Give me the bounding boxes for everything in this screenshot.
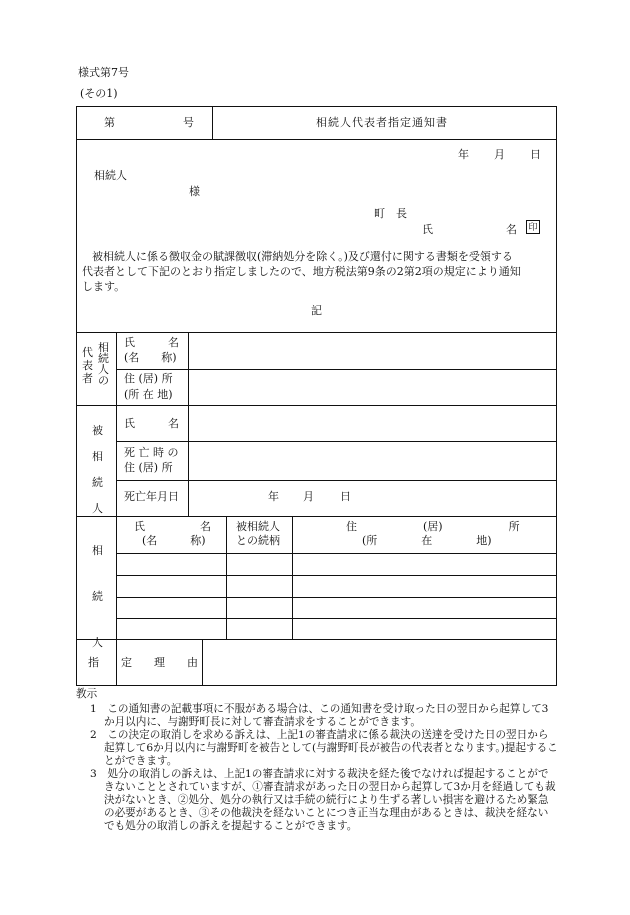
rule [116,553,557,554]
deceased-address-label-1: 死 亡 時 の [124,446,179,459]
body-line-3: します。 [82,280,126,293]
rule [202,639,203,685]
rule [116,597,557,598]
heirs-label: 相 続 人 [92,544,103,649]
form-subnumber: (その1) [80,87,118,100]
rule [76,405,557,406]
sender-title: 町 長 [374,207,407,220]
deceased-name-label: 氏 名 [124,417,179,430]
form-number: 様式第7号 [78,66,129,79]
rule [76,332,557,333]
heirs-col-addr-1: 住 (居) 所 [346,520,520,533]
rule [292,516,293,639]
death-day: 日 [340,490,351,503]
rule [116,369,557,370]
death-month: 月 [303,490,314,503]
honorific: 様 [189,185,200,198]
rep-address-label-1: 住 (居) 所 [124,372,173,385]
representative-label-b: 相 続 人 の [98,341,109,387]
death-date-label: 死亡年月日 [124,490,179,503]
sender-name-mei: 名 [506,223,517,236]
rule [116,441,557,442]
rep-name-label-1: 氏 名 [124,336,179,349]
document-title: 相続人代表者指定通知書 [316,116,448,129]
rule [76,139,557,140]
sender-name-ji: 氏 [422,223,433,236]
number-suffix: 号 [183,116,194,129]
body-paragraph [82,249,552,294]
heirs-col-rel-2: との続柄 [236,534,280,547]
rule [116,575,557,576]
rule [188,332,189,516]
deceased-address-label-2: 住 (居) 所 [124,461,173,474]
heirs-col-addr-2: (所 在 地) [362,534,492,547]
heirs-col-name-2: (名 称) [142,534,206,547]
seal-box: 印 [526,220,540,234]
date-year: 年 [458,148,469,161]
rule [226,516,227,639]
heirs-col-name-1: 氏 名 [134,520,211,533]
death-year: 年 [268,490,279,503]
number-prefix: 第 [104,116,115,129]
rule [76,516,557,517]
addressee-label: 相続人 [94,169,127,182]
rule [76,639,557,640]
instructions-heading: 教示 [76,688,98,700]
date-month: 月 [494,148,505,161]
ki-mark: 記 [311,304,322,317]
rep-address-label-2: (所 在 地) [124,388,173,401]
rule [116,480,557,481]
heirs-col-rel-1: 被相続人 [236,520,280,533]
rule [116,332,117,685]
instruction-item: 2 この決定の取消しを求める訴えは、上記1の審査請求に係る裁決の送達を受けた日の翌日から起算して6か月以内に与謝野町を被告として(与謝野町長が被告の代表者となります。)提起することができます。 [90,729,558,767]
rule [116,618,557,619]
representative-label-a: 代 表 者 [82,346,93,385]
rep-name-label-2: (名 称) [124,351,177,364]
reason-label: 指 定 理 由 [88,656,198,669]
instruction-item: 3 処分の取消しの訴えは、上記1の審査請求に対する裁決を経た後でなければ提起することができないこととされていますが、①審査請求があった日の翌日から起算して3か月を経過しても裁決がないとき、②処分、処分の執行又は手続の続行により生ずる著しい損害を避けるため緊急の必要があるとき、③その他裁決を経ないことにつき正当な理由があるときは、裁決を経ないでも処分の取消しの訴えを提起することができます。 [90,768,556,832]
body-line-1: 被相続人に係る徴収金の賦課徴収(滞納処分を除く。)及び還付に関する書類を受領する [92,250,513,263]
instruction-item: 1 この通知書の記載事項に不服がある場合は、この通知書を受け取った日の翌日から起算して3か月以内に、与謝野町長に対して審査請求をすることができます。 [90,703,549,728]
deceased-label: 被 相 続 人 [92,424,103,515]
body-line-2: 代表者として下記のとおり指定しましたので、地方税法第9条の2第2項の規定により通知 [82,265,521,278]
rule [212,106,213,139]
date-day: 日 [530,148,541,161]
instructions [78,688,558,833]
